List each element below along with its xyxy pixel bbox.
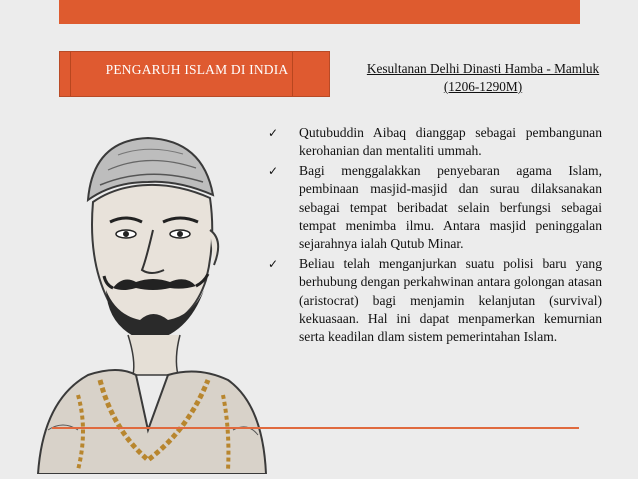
list-item: [262, 124, 602, 161]
list-item: [262, 162, 602, 254]
bullet-text: Beliau telah menganjurkan suatu polisi baru yang berhubung dengan perkahwinan antara golongan atasan (aristocrat) bagi menjamin kelanjutan (survival) kekuasaan. Hal ini dapat menpamerkan kemurnian serta keadilan dlam sistem pemerintahan Islam.: [299, 255, 602, 345]
bullet-list: [262, 124, 602, 348]
title-box-left-rule: [70, 52, 71, 96]
check-icon: ✓: [268, 256, 279, 271]
title-box: [59, 51, 330, 97]
bullet-text: Bagi menggalakkan penyebaran agama Islam, pembinaan masjid-masjid dan surau dilaksanakan sebagai tempat beribadat selain berfungsi sebagai tempat menimba ilmu. Antara masjid peninggalan sejarahnya ialah Qutub Minar.: [299, 162, 602, 252]
check-icon: ✓: [268, 126, 279, 140]
check-icon: ✓: [268, 163, 279, 178]
bullet-text: Qutubuddin Aibaq dianggap sebagai pembangunan kerohanian dan mentaliti ummah.: [299, 125, 602, 159]
portrait-mustache: [113, 279, 196, 290]
bottom-accent-line: [52, 427, 579, 429]
top-accent-bar: [59, 0, 580, 24]
portrait-illustration: [18, 130, 268, 474]
slide-subtitle: Kesultanan Delhi Dinasti Hamba - Mamluk (1206-1290M): [366, 61, 600, 94]
slide-title: PENGARUH ISLAM DI INDIA: [105, 62, 289, 77]
list-item: [262, 255, 602, 347]
